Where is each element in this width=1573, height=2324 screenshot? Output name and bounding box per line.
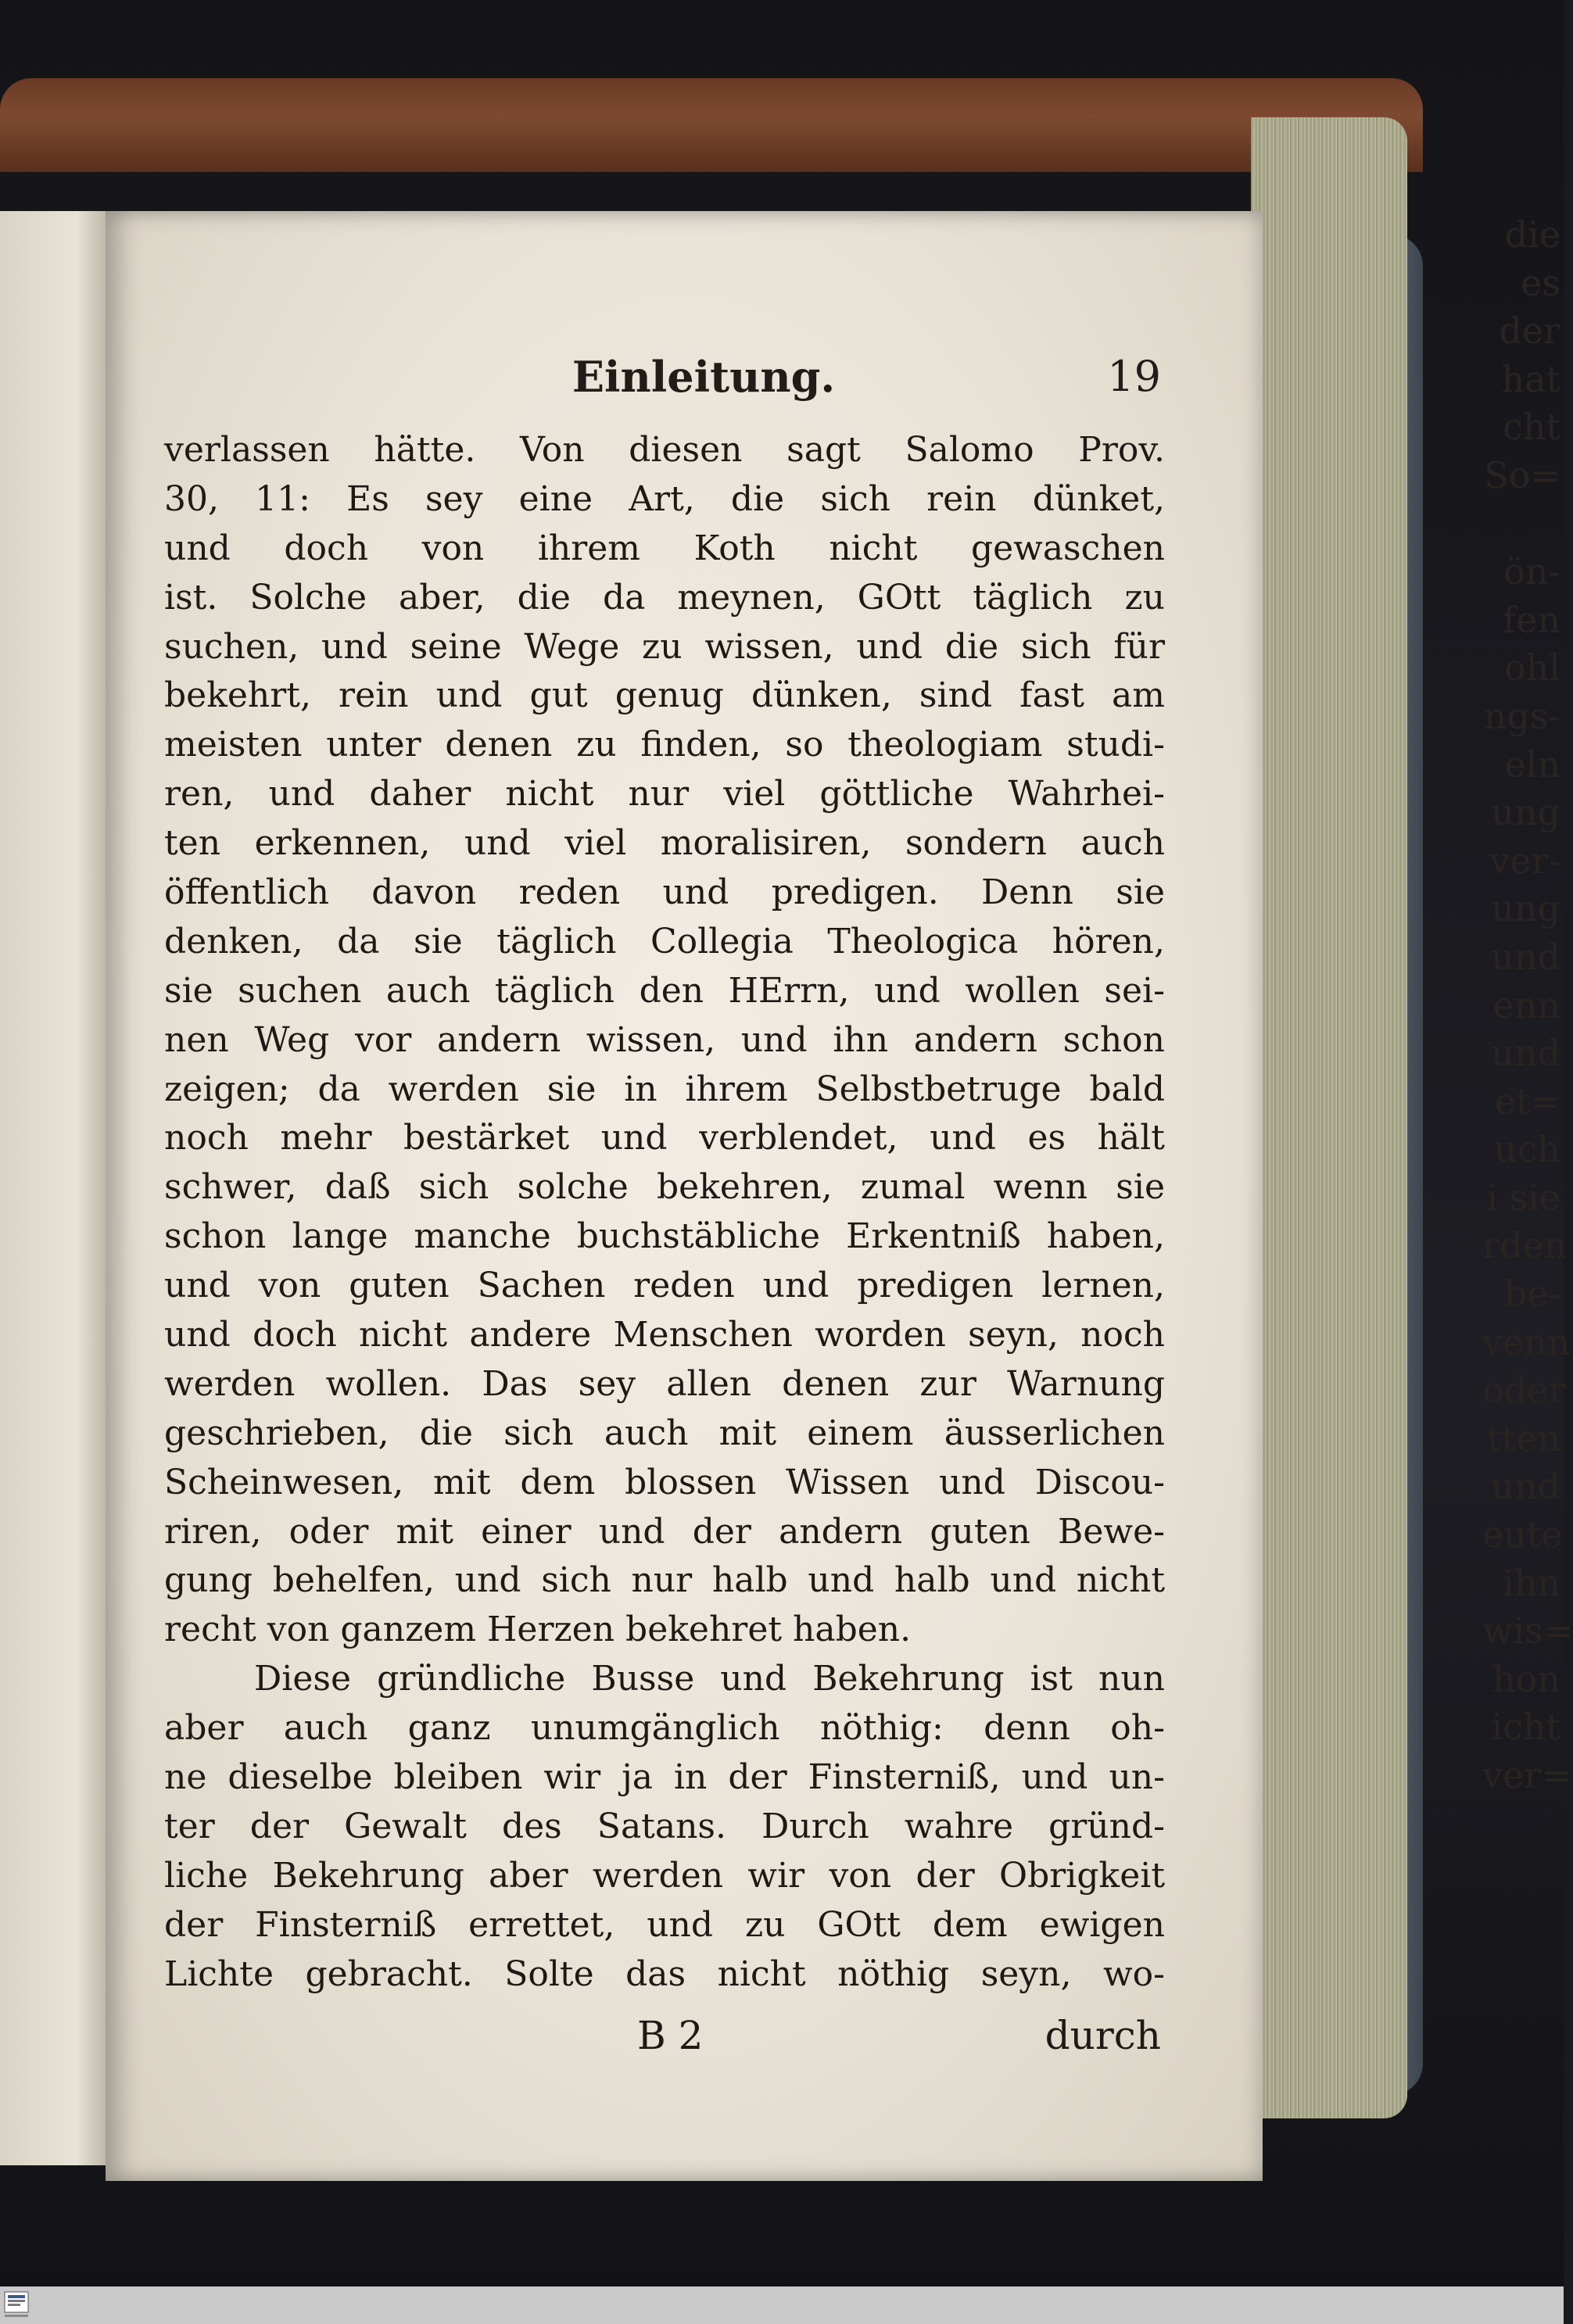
text-line: und doch nicht andere Menschen worden seyn, noch: [164, 1315, 1165, 1355]
text-line: bekehrt, rein und gut genug dünken, sind fast am: [164, 675, 1165, 716]
viewer-footer-bar: [0, 2286, 1564, 2324]
left-page-fragment: ohl: [1503, 646, 1560, 689]
book-cover-top: [0, 78, 1423, 172]
left-page-fragment: wis=: [1482, 1610, 1573, 1653]
left-page-fragment: ung: [1491, 791, 1560, 834]
left-page-fragment: und: [1491, 1465, 1560, 1508]
book-fore-edge: [1251, 117, 1407, 2118]
text-line: Scheinwesen, mit dem blossen Wissen und Discou-: [164, 1462, 1165, 1502]
catchword: durch: [1044, 2013, 1161, 2058]
library-logo-icon[interactable]: [3, 2290, 30, 2320]
left-page-fragment: hat: [1501, 357, 1560, 400]
text-line: ter der Gewalt des Satans. Durch wahre gründ-: [164, 1806, 1165, 1846]
left-page-fragment: und: [1491, 935, 1560, 978]
text-line: der Finsterniß errettet, und zu GOtt dem ewigen: [164, 1904, 1165, 1945]
left-page-fragment: oder: [1482, 1369, 1566, 1412]
left-page-fragment: venn: [1482, 1320, 1571, 1363]
left-page-fragment: ver-: [1489, 839, 1560, 882]
left-page-fragment: ung: [1491, 887, 1560, 930]
text-line: Lichte gebracht. Solte das nicht nöthig seyn, wo-: [164, 1953, 1165, 1994]
text-line: geschrieben, die sich auch mit einem äusserlichen: [164, 1413, 1165, 1453]
left-page-fragment: es: [1521, 261, 1560, 304]
left-page-fragment: tten: [1487, 1416, 1560, 1459]
left-page-fragment: [1482, 500, 1560, 549]
left-page-fragment: ngs-: [1483, 694, 1560, 737]
text-line: liche Bekehrung aber werden wir von der Obrigkeit: [164, 1855, 1165, 1896]
left-page-fragment: ver=: [1482, 1754, 1571, 1796]
left-page-text: [1482, 211, 1573, 1800]
text-line: ten erkennen, und viel moralisiren, sondern auch: [164, 823, 1165, 864]
text-line: Diese gründliche Busse und Bekehrung ist nun: [254, 1659, 1165, 1699]
left-page-fragment: So=: [1484, 453, 1560, 496]
text-line: und doch von ihrem Koth nicht gewaschen: [164, 528, 1165, 568]
text-line: noch mehr bestärket und verblendet, und es hält: [164, 1118, 1165, 1158]
left-page: [0, 211, 109, 2165]
left-page-fragment: i sie: [1486, 1176, 1560, 1219]
signature-mark: B 2: [637, 2013, 704, 2058]
left-page-fragment: ön-: [1503, 550, 1560, 593]
text-line: suchen, und seine Wege zu wissen, und die sich für: [164, 626, 1165, 667]
left-page-fragment: hon: [1492, 1657, 1560, 1700]
text-line: sie suchen auch täglich den HErrn, und wollen sei-: [164, 970, 1165, 1011]
text-line: zeigen; da werden sie in ihrem Selbstbetruge bald: [164, 1069, 1165, 1109]
text-line: ist. Solche aber, die da meynen, GOtt täglich zu: [164, 577, 1165, 618]
text-line: aber auch ganz unumgänglich nöthig: denn oh-: [164, 1708, 1165, 1749]
text-line: verlassen hätte. Von diesen sagt Salomo Prov.: [164, 430, 1165, 470]
text-line: schon lange manche buchstäbliche Erkentniß haben,: [164, 1216, 1165, 1257]
left-page-fragment: eln: [1504, 743, 1560, 786]
left-page-fragment: der: [1499, 310, 1560, 353]
text-line: ren, und daher nicht nur viel göttliche Wahrhei-: [164, 774, 1165, 815]
left-page-fragment: uch: [1493, 1128, 1560, 1171]
left-page-fragment: und: [1491, 1032, 1560, 1075]
left-page-fragment: et=: [1494, 1080, 1560, 1123]
page-footer: [246, 2013, 1161, 2068]
left-page-fragment: ihn: [1503, 1561, 1560, 1604]
page-number: 19: [1107, 352, 1161, 401]
text-line: riren, oder mit einer und der andern guten Bewe-: [164, 1511, 1165, 1552]
left-page-fragment: eute: [1482, 1513, 1563, 1556]
text-line: öffentlich davon reden und predigen. Denn sie: [164, 872, 1165, 913]
text-line: ne dieselbe bleiben wir ja in der Finsterniß, und un-: [164, 1757, 1165, 1798]
running-head: [246, 352, 1161, 414]
left-page-fragment: enn: [1492, 983, 1560, 1026]
text-line: nen Weg vor andern wissen, und ihn andern schon: [164, 1019, 1165, 1060]
body-text: [164, 426, 1165, 2000]
left-page-fragment: die: [1504, 213, 1560, 256]
left-page-fragment: cht: [1503, 406, 1560, 449]
right-page: [106, 211, 1263, 2181]
text-line: gung behelfen, und sich nur halb und halb und nicht: [164, 1560, 1165, 1601]
text-line: meisten unter denen zu finden, so theologiam studi-: [164, 725, 1165, 765]
text-line: und von guten Sachen reden und predigen lernen,: [164, 1266, 1165, 1306]
left-page-fragment: icht: [1491, 1706, 1560, 1749]
text-line: werden wollen. Das sey allen denen zur Warnung: [164, 1363, 1165, 1404]
left-page-fragment: fen: [1503, 598, 1560, 641]
left-page-fragment: be-: [1503, 1273, 1560, 1316]
text-line: recht von ganzem Herzen bekehret haben.: [164, 1610, 912, 1650]
running-title: Einleitung.: [572, 352, 836, 402]
text-line: denken, da sie täglich Collegia Theologica hören,: [164, 921, 1165, 961]
left-page-fragment: rden: [1482, 1224, 1568, 1267]
text-line: 30, 11: Es sey eine Art, die sich rein dünket,: [164, 478, 1165, 519]
text-line: schwer, daß sich solche bekehren, zumal wenn sie: [164, 1167, 1165, 1208]
